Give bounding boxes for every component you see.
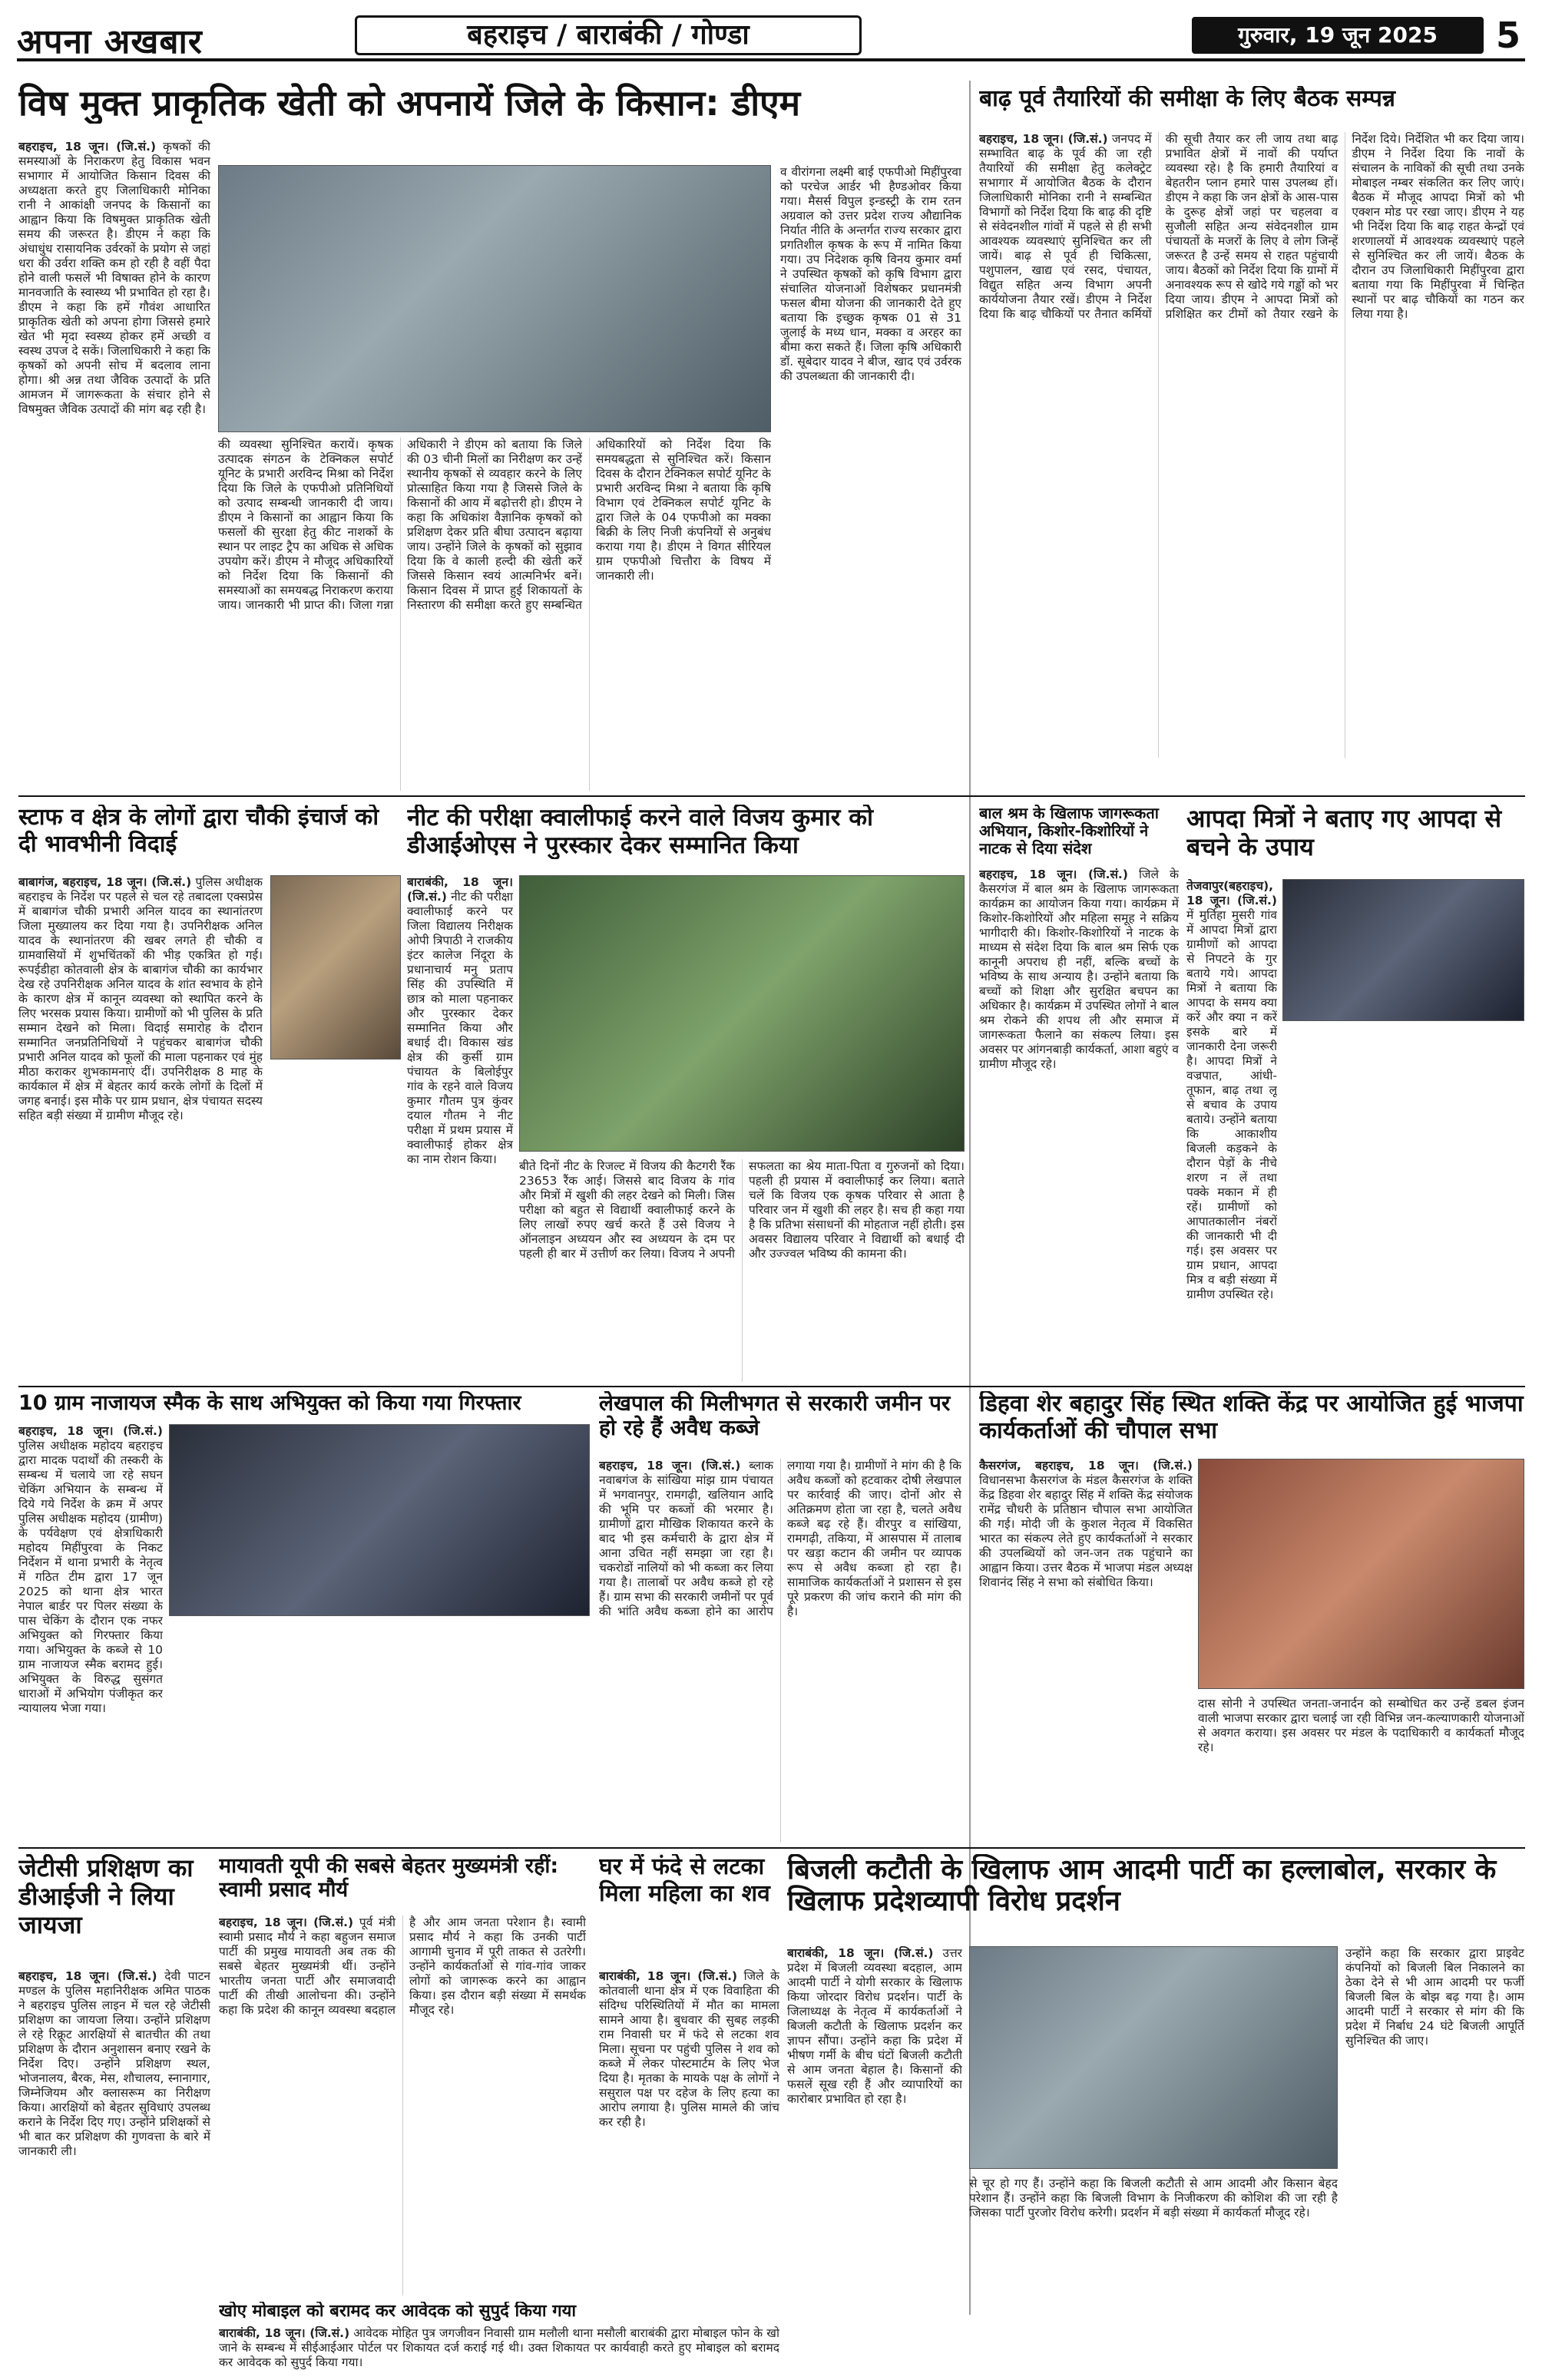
dateline: कैसरगंज, बहराइच, 18 जून। (जि.सं.)	[979, 1459, 1193, 1473]
dateline: बाराबंकी, 18 जून। (जि.सं.)	[599, 1969, 738, 1983]
article-aap-col3	[1345, 1946, 1524, 2368]
headline-lost-mobile: खोए मोबाइल को बरामद कर आवेदक को सुपुर्द किया गया	[219, 2302, 577, 2321]
article-mayawati	[219, 1916, 586, 2296]
article-text: जिले के कैसरगंज में बाल श्रम के खिलाफ जागरूकता कार्यक्रम का आयोजन किया गया। कार्यक्रम में किशोर-किशोरियों और महिला समूह ने सक्रिय भागीदारी की। किशोर-किशोरियों ने नाटक के माध्यम से संदेश दिया कि बाल श्रम सिर्फ एक कानूनी अपराध ही नहीं, बल्कि बच्चों के भविष्य के साथ अन्याय है। उन्होंने बताया कि बच्चों को शिक्षा और सुरक्षित बचपन का अधिकार है। कार्यक्रम में उपस्थित लोगों ने बाल श्रम रोकने की शपथ ली और समाज में जागरूकता फैलाने का संकल्प लिया। इस अवसर पर आंगनबाड़ी कार्यकर्ता, आशा बहुएं व ग्रामीण मौजूद रहे।	[979, 868, 1179, 1071]
article-chowki-farewell	[18, 875, 263, 1382]
article-text: उत्तर प्रदेश में बिजली व्यवस्था बदहाल, आम आदमी पार्टी ने योगी सरकार के खिलाफ किया जोरदार विरोध प्रदर्शन। पार्टी के जिलाध्यक्ष के नेतृत्व में कार्यकर्ताओं ने बिजली कटौती के खिलाफ प्रदर्शन कर ज्ञापन सौंपा। उन्होंने कहा कि प्रदेश में भीषण गर्मी के बीच घंटों बिजली कटौती से आम जनता बेहाल है। किसानों की फसलें सूख रही हैं और व्यापारियों का कारोबार प्रभावित हो रहा है।	[787, 1946, 962, 2106]
photo-aapda-mitra	[1282, 879, 1524, 1021]
article-text: कृषकों की समस्याओं के निराकरण हेतु विकास भवन सभागार में आयोजित किसान दिवस की अध्यक्षता करते हुए जिलाधिकारी मोनिका रानी ने आकांक्षी जनपद के किसानों का आह्वान किया कि विषमुक्त प्राकृतिक खेती समय की जरूरत है। डीएम ने कहा कि अंधाधुंध रासायनिक उर्वरकों के प्रयोग से जहां धरा की उर्वरा शक्ति कम हो रही है वहीं पैदा होने वाली फसलें भी विषाक्त होने के कारण मानवजाति के स्वास्थ्य भी प्रभावित हो रहा है। डीएम ने कहा कि हमें गौवंश आधारित प्राकृतिक खेती को अपना होगा जिससे हमारे खेत भी मृदा स्वस्थ्य होकर हमें अच्छी व स्वस्थ उपज दे सकें। जिलाधिकारी ने कहा कि कृषकों को अपनी सोच में बदलाव लाना होगा। श्री अन्न तथा जैविक उत्पादों के प्रति आमजन में जागरूकता के संचार होने से विषमुक्त जैविक उत्पादों की मांग बढ़ रही है।	[18, 140, 210, 416]
article-text: जिले के कोतवाली थाना क्षेत्र में एक विवाहिता की संदिग्ध परिस्थितियों में मौत का मामला सामने आया है। बुधवार की सुबह लड़की राम निवासी घर में फंदे से लटका शव मिला। सूचना पर पहुंची पुलिस ने शव को कब्जे में लेकर पोस्टमार्टम के लिए भेज दिया है। मृतका के मायके पक्ष के लोगों ने ससुराल पक्ष पर दहेज के लिए हत्या का आरोप लगाया है। पुलिस मामले की जांच कर रही है।	[599, 1969, 779, 2129]
article-text: आवेदक मोहित पुत्र जगजीवन निवासी ग्राम मलौली थाना मसौली बाराबंकी द्वारा मोबाइल फोन के खो जाने के सम्बन्ध में सीईआईआर पोर्टल पर शिकायत दर्ज कराई गई थी। उक्त शिकायत पर कार्यवाही करते हुए मोबाइल को बरामद कर आवेदक को सुपुर्द किया गया।	[219, 2326, 779, 2369]
article-text: निर्देशित भी कर दिया जाय। डीएम ने निर्देश दिया कि नावों के संचालन के नाविकों की सूची तथा उनके मोबाइल नम्बर संकलित कर लिए जाएं। बैठक में मौजूद आपदा मित्रों को भी एक्शन मोड पर रखा जाए। डीएम ने यह भी निर्देश दिया कि बाढ़ राहत केन्द्रों एवं शरणालयों में आवश्यक व्यवस्थाएं पहले से सुनिश्चित कर ली जायें। बैठक के दौरान उप जिलाधिकारी मिहींपुरवा द्वारा बताया गया कि मिहींपुरवा में चिन्हित स्थानों पर बाढ़ चौकियों का गठन कर लिया गया है।	[1352, 132, 1524, 321]
dateline: बाराबंकी, 18 जून। (जि.सं.)	[787, 1946, 934, 1960]
article-flood-meeting	[979, 132, 1524, 758]
issue-date: गुरुवार, 19 जून 2025	[1192, 17, 1484, 54]
article-smack-arrest	[18, 1424, 163, 1843]
article-text: दोनों ओर से अतिक्रमण होता जा रहा है, चलते अवैध कब्जे बढ़ रहे हैं। वीरपुर व सांखिया, रामगढ़ी, तकिया, में आसपास में तालाब पर खड़ा कटान की जमीन पर व्यापक रूप से अवैध कब्जा हो रहा है। सामाजिक कार्यकर्ताओं ने प्रशासन से इस पूरे प्रकरण की जांच कराने की मांग की है।	[787, 1488, 961, 1618]
edition-cities: बहराइच / बाराबंकी / गोण्डा	[355, 15, 862, 55]
article-child-labour	[979, 868, 1179, 1382]
dateline: बहराइच, 18 जून। (जि.सं.)	[219, 1916, 354, 1929]
masthead	[17, 14, 1525, 61]
article-organic-farming-col3	[780, 165, 961, 791]
photo-neet-felicitation	[519, 875, 965, 1152]
article-lost-mobile	[219, 2326, 779, 2372]
article-text: जानकारी भी प्राप्त की। जिला गन्ना अधिकारी ने डीएम को बताया कि जिले की 03 चीनी मिलों का निरीक्षण कर उन्हें स्थानीय कृषकों से व्यवहार करने के लिए प्रोत्साहित किया गया है जिससे जिले के किसानों की आय में बढ़ोत्तरी हो। डीएम ने कहा कि अधिकांश वैज्ञानिक कृषकों को प्रशिक्षण देकर प्रति बीघा उत्पादन बढ़ाया जाय। उन्होंने जिले के कृषकों को सुझाव दिया कि वे काली हल्दी की खेती करें जिससे किसान स्वयं आत्मनिर्भर बनें।	[245, 438, 582, 612]
article-text: व वीरांगना लक्ष्मी बाई एफपीओ मिहींपुरवा को परचेज आर्डर भी हैण्डओवर किया गया। मैसर्स विपुल इन्डस्ट्री के राम रतन अग्रवाल को उत्तर प्रदेश राज्य औद्यानिक निर्यात नीति के अन्तर्गत राज्य सरकार द्वारा प्रगतिशील कृषक के रूप में नामित किया गया। उप निदेशक कृषि विनय कुमार वर्मा ने उपस्थित कृषकों को कृषि विभाग द्वारा संचालित योजनाओं विशेषकर प्रधानमंत्री फसल बीमा योजना की जानकारी देते हुए बताया कि इच्छुक कृषक 01 से 31 जुलाई के मध्य धान, मक्का व अरहर का बीमा करा सकते हैं। जिला कृषि अधिकारी डॉ. सूबेदार यादव ने बीज, खाद एवं उर्वरक की उपलब्धता की जानकारी दी।	[780, 165, 961, 383]
headline-aapda-mitra: आपदा मित्रों ने बताए गए आपदा से बचने के उपाय	[1186, 805, 1502, 861]
article-text: पुलिस अधीक्षक बहराइच के निर्देश पर पहले से चल रहे तबादला एक्सप्रेस में बाबागंज चौकी प्रभारी अनिल यादव का स्थानांतरण जिला मुख्यालय कर दिया गया है। उपनिरीक्षक अनिल यादव के स्थानांतरण की खबर लगते ही चौकी व ग्रामवासियों में शुभचिंतकों की भीड़ एकत्रित हो गई। रूपईडीहा कोतवाली क्षेत्र के बाबागंज चौकी का कार्यभार देख रहे उपनिरीक्षक अनिल यादव के शांत स्वभाव के होने के कारण क्षेत्र में कानून व्यवस्था को स्थापित करने के लिए भरसक प्रयास किया। ग्रामीणों को भी पुलिस के प्रति सम्मान देखने को मिला। विदाई समारोह के दौरान सम्मानित जनप्रतिनिधियों ने पहुंचकर बाबागंज चौकी प्रभारी अनिल यादव को फूलों की माला पहनाकर एवं मुंह मीठा कराकर शुभकामनाएं दीं। उपनिरीक्षक 8 माह के कार्यकाल में क्षेत्र में बेहतर कार्य करके लोगों के दिलों में जगह बनाई। इस मौके पर ग्राम प्रधान, क्षेत्र पंचायत सदस्य सहित बड़ी संख्या में ग्रामीण मौजूद रहे।	[18, 875, 263, 1122]
article-text: जनपद में सम्भावित बाढ़ के पूर्व की जा रही तैयारियों की समीक्षा हेतु कलेक्ट्रेट सभागार में आयोजित बैठक के दौरान जिलाधिकारी मोनिका रानी ने सम्बन्धित विभागों को निर्देश दिया कि बाढ़ की दृष्टि से संवेदनशील गांवों में पहले से ही सभी आवश्यक व्यवस्थाएं सुनिश्चित कर ली जायें। बाढ़ से पूर्व ही चिकित्सा, पशुपालन, खाद्य एवं रसद, पंचायत, विद्युत सहित अन्य विभाग अपनी कार्ययोजना तैयार रखें। डीएम ने निर्देश दिया कि बाढ़ चौकियों पर तैनात कर्मियों की सूची तैयार कर ली जाय तथा बाढ़ प्रभावित क्षेत्रों में नावों की पर्याप्त व्यवस्था रहे।	[979, 132, 1338, 321]
article-land-encroachment	[599, 1459, 961, 1843]
headline-mayawati: मायावती यूपी की सबसे बेहतर मुख्यमंत्री रहीं: स्वामी प्रसाद मौर्य	[219, 1854, 559, 1902]
article-text: किसान दिवस में प्राप्त हुई शिकायतों के निस्तारण की समीक्षा करते हुए सम्बन्धित अधिकारियों को निर्देश दिया कि समयबद्धता से सुनिश्चित करें। किसान दिवस के दौरान टेक्निकल सपोर्ट यूनिट के प्रभारी अरविन्द मिश्रा ने बताया कि कृषि विभाग एवं टेक्निकल सपोर्ट यूनिट के द्वारा जिले के 04 एफपीओ का मक्का बिक्री के लिए निजी कंपनियों से अनुबंध कराया गया है। डीएम ने विगत सीरियल ग्राम एफपीओ चित्तौरा के विषय में जानकारी ली।	[407, 438, 771, 612]
article-text: में मुर्तिहा मुसरी गांव में आपदा मित्रों द्वारा ग्रामीणों को आपदा से निपटने के गुर बताये गये। आपदा मित्रों ने बताया कि आपदा के समय क्या करें और क्या न करें इसके बारे में जानकारी देना जरूरी है। आपदा मित्रों ने वज्रपात, आंधी-तूफान, बाढ़ तथा लू से बचाव के उपाय बताये। उन्होंने बताया कि आकाशीय बिजली कड़कने के दौरान पेड़ों के नीचे शरण न लें तथा पक्के मकान में ही रहें। ग्रामीणों को आपातकालीन नंबरों की जानकारी भी दी गई। इस अवसर पर ग्राम प्रधान, आपदा मित्र व बड़ी संख्या में ग्रामीण उपस्थित रहे।	[1186, 908, 1277, 1301]
headline-woman-body: घर में फंदे से लटका मिला महिला का शव	[599, 1854, 770, 1907]
dateline: बहराइच, 18 जून। (जि.सं.)	[979, 868, 1128, 881]
article-bjp-chaupal-col1	[979, 1459, 1193, 1843]
headline-land-encroachment: लेखपाल की मिलीभगत से सरकारी जमीन पर हो रहे हैं अवैध कब्जे	[599, 1391, 951, 1441]
section-rule	[18, 1847, 1525, 1849]
headline-child-labour: बाल श्रम के खिलाफ जागरूकता अभियान, किशोर-किशोरियों ने नाटक से दिया संदेश	[979, 805, 1159, 858]
photo-farewell	[270, 875, 401, 1059]
headline-aap-protest: बिजली कटौती के खिलाफ आम आदमी पार्टी का हल्लाबोल, सरकार के खिलाफ प्रदेशव्यापी विरोध प्रदर्शन	[787, 1854, 1497, 1918]
article-organic-farming-col1	[18, 140, 210, 791]
page-number: 5	[1495, 15, 1520, 56]
article-neet-col2	[519, 1159, 965, 1382]
dateline: बहराइच, 18 जून। (जि.सं.)	[599, 1459, 741, 1473]
article-text: की व्यवस्था सुनिश्चित करायें। कृषक उत्पादक संगठन के टेक्निकल सपोर्ट यूनिट के प्रभारी अरविन्द मिश्रा को निर्देश दिया कि जिले के एफपीओ प्रतिनिधियों को उत्पाद सम्बन्धी जानकारी दी जाय। डीएम ने किसानों का आह्वान किया कि फसलों की सुरक्षा हेतु कीट नाशकों के स्थान पर लाइट ट्रैप का अधिक से अधिक उपयोग करें। डीएम ने मौजूद अधिकारियों को निर्देश दिया कि किसानों की समस्याओं का समयबद्ध निराकरण कराया जाय।	[218, 438, 393, 612]
article-text: पहली ही प्रयास में क्वालीफाई कर लिया। बताते चलें कि विजय एक कृषक परिवार से आता है परिवार जन में खुशी की लहर है। सच ही कहा गया है कि प्रतिभा संसाधनों की मोहताज नहीं होती। इस अवसर विद्यालय परिवार ने विद्यार्थी को बधाई दी और उज्ज्वल भविष्य की कामना की।	[749, 1174, 965, 1261]
article-text: नीट की परीक्षा क्वालीफाई करने पर जिला विद्यालय निरीक्षक ओपी त्रिपाठी ने राजकीय इंटर कालेज निंदूरा के प्रधानाचार्य मनु प्रताप सिंह की उपस्थिति में छात्र को माला पहनाकर और पुरस्कार देकर सम्मानित किया और बधाई दी। विकास खंड क्षेत्र की कुर्सी ग्राम पंचायत के बिलोईपुर गांव के रहने वाले विजय कुमार गौतम पुत्र कुंवर दयाल गौतम ने नीट परीक्षा में प्रथम प्रयास में क्वालीफाई होकर क्षेत्र का नाम रोशन किया।	[407, 890, 513, 1166]
photo-kisan-diwas	[218, 165, 771, 432]
photo-smack-arrest	[169, 1424, 590, 1616]
dateline: बहराइच, 18 जून। (जि.सं.)	[18, 1969, 157, 1983]
article-aap-col2	[969, 2177, 1338, 2368]
dateline: बाबागंज, बहराइच, 18 जून। (जि.सं.)	[18, 875, 192, 889]
article-aapda-mitra	[1186, 879, 1277, 1382]
article-organic-farming-col2	[218, 438, 771, 791]
article-text: बीते दिनों नीट के रिजल्ट में विजय की कैटगरी रैंक 23653 रैंक आई। जिससे बाद विजय के गांव और मित्रों में खुशी की लहर देखने को मिली। जिस परीक्षा को बहुत से विद्यार्थी क्वालीफाई करने के लिए लाखों रुपए खर्च करते हैं उसे विजय ने ऑनलाइन अध्ययन और स्व अध्ययन के दम पर पहली ही बार में उत्तीर्ण कर लिया। विजय ने अपनी सफलता का श्रेय माता-पिता व गुरुजनों को दिया।	[519, 1159, 965, 1261]
headline-smack-arrest: 10 ग्राम नाजायज स्मैक के साथ अभियुक्त को किया गया गिरफ्तार	[18, 1391, 521, 1415]
article-text: से चूर हो गए हैं। उन्होंने कहा कि बिजली कटौती से आम आदमी और किसान बेहद परेशान हैं। उन्होंने कहा कि बिजली विभाग के निजीकरण की कोशिश की जा रही है जिसका पार्टी पुरजोर विरोध करेगी। प्रदर्शन में बड़ी संख्या में कार्यकर्ता मौजूद रहे।	[969, 2177, 1338, 2220]
section-rule	[18, 1386, 1525, 1387]
dateline: बहराइच, 18 जून। (जि.सं.)	[18, 1424, 163, 1438]
article-text: ब्लाक नवाबगंज के सांखिया मांझ ग्राम पंचायत में भगवानपुर, रामगढ़ी, खलियान आदि की भूमि पर कब्जों की भरमार है। ग्रामीणों द्वारा मौखिक शिकायत करने के बाद भी इस कर्मचारी के द्वारा क्षेत्र में आना उचित नहीं समझा जा रहा है। चकरोडों नालियों को भी कब्जा कर लिया गया है। तालाबों पर अवैध कब्जे हो रहे हैं। ग्राम सभा की सरकारी जमीनों पर पूर्व की भांति अवैध कब्जा होने का आरोप लगाया गया है। ग्रामीणों ने मांग की है कि अवैध कब्जों को हटवाकर दोषी लेखपाल पर कार्रवाई की जाए।	[599, 1459, 961, 1618]
dateline: बाराबंकी, 18 जून। (जि.सं.)	[219, 2326, 350, 2340]
article-text: पूर्व मंत्री स्वामी प्रसाद मौर्य ने कहा बहुजन समाज पार्टी की प्रमुख मायावती अब तक की सबसे बेहतर मुख्यमंत्री थीं। उन्होंने भारतीय जनता पार्टी और समाजवादी पार्टी की तीखी आलोचना की। उन्होंने कहा कि प्रदेश की कानून व्यवस्था बदहाल है और आम जनता परेशान है। स्वामी प्रसाद मौर्य ने कहा कि उनकी पार्टी आगामी चुनाव में पूरी ताकत से उतरेगी। उन्होंने कार्यकर्ताओं से गांव-गांव जाकर लोगों को जागरूक करने का आह्वान किया। इस दौरान बड़ी संख्या में समर्थक मौजूद रहे।	[219, 1916, 586, 2017]
article-jtc-training	[18, 1969, 210, 2368]
dateline: बाराबंकी, 18 जून। (जि.सं.)	[407, 875, 513, 904]
article-neet-col1	[407, 875, 513, 1382]
section-rule	[18, 795, 1525, 797]
article-text: उन्होंने कहा कि सरकार द्वारा प्राइवेट कंपनियों को बिजली बिल निकालने का ठेका देने से भी आम आदमी पर फर्जी बिजली बिल के बोझ बढ़ गया है। आम आदमी पार्टी ने सरकार से मांग की कि प्रदेश में निर्बाध 24 घंटे बिजली आपूर्ति सुनिश्चित की जाए।	[1345, 1946, 1524, 2048]
article-text: दास सोनी ने उपस्थित जनता-जनार्दन को सम्बोधित कर उन्हें डबल इंजन वाली भाजपा सरकार द्वारा चलाई जा रही विभिन्न जन-कल्याणकारी योजनाओं से अवगत कराया। इस अवसर पर मंडल के पदाधिकारी व कार्यकर्ता मौजूद रहे।	[1198, 1697, 1524, 1754]
dateline: बहराइच, 18 जून। (जि.सं.)	[979, 132, 1108, 146]
article-text: पुलिस अधीक्षक महोदय बहराइच द्वारा मादक पदार्थों की तस्करी के सम्बन्ध में चलाये जा रहे सघन चेकिंग अभियान के सम्बन्ध में दिये गये निर्देश के क्रम में अपर पुलिस अधीक्षक महोदय (ग्रामीण) के पर्यवेक्षण एवं क्षेत्राधिकारी महोदय मिहींपुरवा के निकट निर्देशन में थाना प्रभारी के नेतृत्व में गठित टीम द्वारा 17 जून 2025 को थाना क्षेत्र भारत नेपाल बार्डर पर पिलर संख्या के पास चेकिंग के दौरान एक नफर अभियुक्त को गिरफ्तार किया गया। अभियुक्त के कब्जे से 10 ग्राम नाजायज स्मैक बरामद हुई। अभियुक्त के विरुद्ध सुसंगत धाराओं में अभियोग पंजीकृत कर न्यायालय भेजा गया।	[18, 1439, 163, 1715]
headline-chowki-farewell: स्टाफ व क्षेत्र के लोगों द्वारा चौकी इंचार्ज को दी भावभीनी विदाई	[18, 805, 379, 858]
article-woman-body	[599, 1969, 779, 2296]
dateline: बहराइच, 18 जून। (जि.सं.)	[18, 140, 157, 154]
article-text: है कि हमारी तैयारियां व बेहतरीन प्लान हमारे पास उपलब्ध हों। डीएम ने कहा कि जन क्षेत्रों के आस-पास के दुरूह क्षेत्रों जहां पर चहलवा व सुजौली सहित अन्य संवेदनशील ग्राम पंचायतों के मजरों के लिए वे लोग जिन्हें जरूरत है उन्हें समय से राहत पहुंचायी जाय। बैठकों को निर्देश दिया कि ग्रामों में अनावश्यक रूप से खोदे गये गड्ढों को भर दिया जाय। डीएम ने आपदा मित्रों को प्रशिक्षित कर टीमों को तैयार रखने के निर्देश दिये।	[1165, 132, 1401, 321]
headline-flood-meeting: बाढ़ पूर्व तैयारियों की समीक्षा के लिए बैठक सम्पन्न	[979, 86, 1395, 112]
photo-aap-protest	[969, 1946, 1338, 2169]
headline-bjp-chaupal: डिहवा शेर बहादुर सिंह स्थित शक्ति केंद्र पर आयोजित हुई भाजपा कार्यकर्ताओं की चौपाल सभा	[979, 1391, 1524, 1444]
article-text: विधानसभा कैसरगंज के मंडल कैसरगंज के शक्ति केंद्र डिहवा शेर बहादुर सिंह में शक्ति केंद्र संयोजक रामेंद्र चौधरी के प्रतिष्ठान चौपाल सभा आयोजित की गई। मोदी जी के कुशल नेतृत्व में विकसित भारत का संकल्प लेते हुए कार्यकर्ताओं ने सरकार की उपलब्धियों को जन-जन तक पहुंचाने का आह्वान किया। उत्तर बैठक में भाजपा मंडल अध्यक्ष शिवानंद सिंह ने सभा को संबोधित किया।	[979, 1473, 1193, 1589]
newspaper-brand: अपना अखबार	[17, 22, 203, 61]
article-text: देवी पाटन मण्डल के पुलिस महानिरीक्षक अमित पाठक ने बहराइच पुलिस लाइन में चल रहे जेटीसी प्रशिक्षण का जायजा लिया। उन्होंने प्रशिक्षण ले रहे रिक्रूट आरक्षियों से बातचीत की तथा प्रशिक्षण के दौरान अनुशासन बनाए रखने के निर्देश दिए। उन्होंने प्रशिक्षण स्थल, भोजनालय, बैरक, मेस, शौचालय, स्नानागार, जिम्नेजियम और क्लासरूम का निरीक्षण किया। आरक्षियों को बेहतर सुविधाएं उपलब्ध कराने के निर्देश दिए गए। उन्होंने प्रशिक्षकों से भी बात कर प्रशिक्षण की गुणवत्ता के बारे में जानकारी ली।	[18, 1969, 210, 2158]
headline-neet-student: नीट की परीक्षा क्वालीफाई करने वाले विजय कुमार को डीआईओएस ने पुरस्कार देकर सम्मानित किया	[407, 805, 874, 859]
dateline: तेजवापुर(बहराइच), 18 जून। (जि.सं.)	[1186, 879, 1277, 907]
article-bjp-chaupal-col2	[1198, 1697, 1524, 1843]
headline-jtc-training: जेटीसी प्रशिक्षण का डीआईजी ने लिया जायजा	[18, 1854, 194, 1939]
article-aap-col1	[787, 1946, 962, 2368]
photo-bjp-chaupal	[1198, 1459, 1524, 1689]
headline-organic-farming: विष मुक्त प्राकृतिक खेती को अपनायें जिले के किसान: डीएम	[18, 83, 801, 124]
